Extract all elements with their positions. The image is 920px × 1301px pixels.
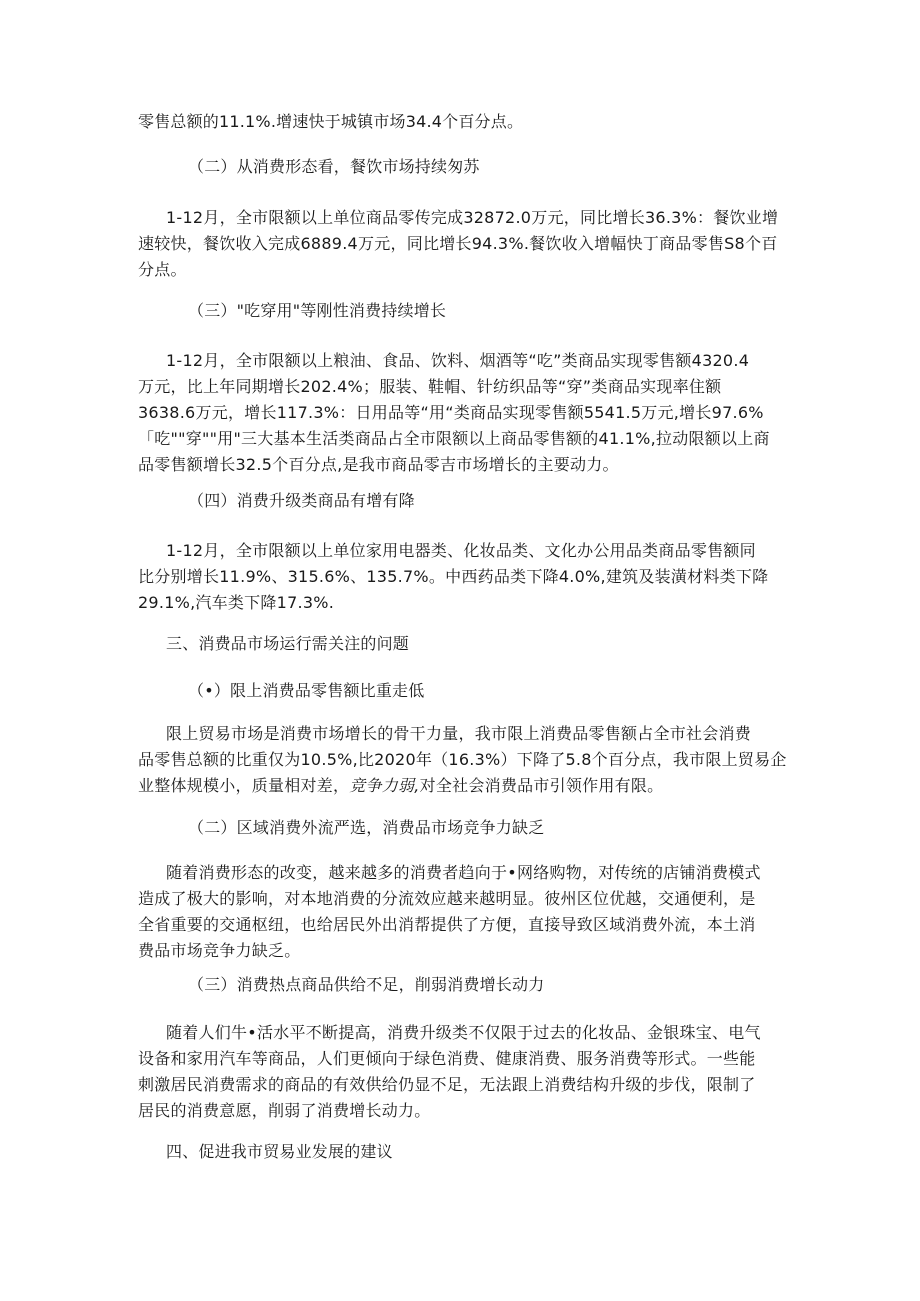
paragraph-line: 1-12月，全市限额以上单位家用电器类、化妆品类、文化办公用品类商品零售额同 bbox=[166, 541, 756, 560]
section-heading-upgrade-goods: （四）消费升级类商品有增有降 bbox=[188, 491, 415, 510]
text-run: 对全社会消费品市引领作用有限。 bbox=[419, 776, 664, 795]
paragraph-consumption-outflow bbox=[138, 860, 816, 964]
paragraph-line: 1-12月，全市限额以上粮油、食品、饮料、烟酒等“吃”类商品实现零售额4320.4 bbox=[166, 351, 750, 370]
paragraph-line: 「吃""穿""用"三大基本生活类商品占全市限额以上商品零售额的41.1%,拉动限额以上商 bbox=[138, 429, 770, 448]
chapter-heading-issues: 三、消费品市场运行需关注的问题 bbox=[166, 634, 410, 653]
paragraph-line: 分点。 bbox=[138, 260, 187, 279]
paragraph-line: 造成了极大的影响，对本地消费的分流效应越来越明显。彼州区位优越，交通便利，是 bbox=[138, 889, 756, 908]
paragraph-retail-share bbox=[138, 721, 816, 799]
paragraph-upgrade-goods bbox=[138, 538, 816, 616]
paragraph-line: 品零售总额的比重仅为10.5%,比2020年（16.3%）下降了5.8个百分点，我市限上贸易企 bbox=[138, 750, 787, 769]
paragraph-line bbox=[138, 773, 816, 799]
paragraph-line: 费品市场竞争力缺乏。 bbox=[138, 941, 301, 960]
paragraph-catering bbox=[138, 205, 816, 283]
paragraph-hotspot-supply bbox=[138, 1020, 816, 1124]
text-run: 业整体规模小，质量相对差， bbox=[138, 776, 350, 795]
paragraph-line: 居民的消费意愿，削弱了消费增长动力。 bbox=[138, 1101, 431, 1120]
paragraph-line: 比分别增长11.9%、315.6%、135.7%。中西药品类下降4.0%,建筑及装潢材料类下降 bbox=[138, 567, 769, 586]
section-heading-rigid-consumption: （三）"吃穿用"等刚性消费持续增长 bbox=[188, 301, 447, 320]
section-heading-consumption-outflow: （二）区域消费外流严选，消费品市场竞争力缺乏 bbox=[188, 818, 545, 837]
paragraph-continuation: 零售总额的11.1%.增速快于城镇市场34.4个百分点。 bbox=[138, 112, 524, 131]
paragraph-line: 29.1%,汽车类下降17.3%. bbox=[138, 593, 335, 612]
section-heading-consumption-form: （二）从消费形态看，餐饮市场持续匆苏 bbox=[188, 157, 480, 176]
paragraph-line: 设备和家用汽车等商品，人们更倾向于绿色消费、健康消费、服务消费等形式。一些能 bbox=[138, 1049, 756, 1068]
section-heading-hotspot-supply: （三）消费热点商品供给不足，削弱消费增长动力 bbox=[188, 975, 545, 994]
paragraph-line: 随着消费形态的改变，越来越多的消费者趋向于•网络购物，对传统的店铺消费模式 bbox=[166, 863, 761, 882]
paragraph-line: 万元，比上年同期增长202.4%；服装、鞋帽、针纺织品等“穿”类商品实现率住额 bbox=[138, 377, 722, 396]
paragraph-line: 品零售额增长32.5个百分点,是我市商品零吉市场增长的主要动力。 bbox=[138, 455, 619, 474]
paragraph-line: 随着人们牛•活水平不断提高，消费升级类不仅限于过去的化妆品、金银珠宝、电气 bbox=[166, 1023, 761, 1042]
paragraph-line: 全省重要的交通枢纽，也给居民外出消帮提供了方便，直接导致区域消费外流，本土消 bbox=[138, 915, 756, 934]
paragraph-line: 3638.6万元，增长117.3%：日用品等“用“类商品实现零售额5541.5万元,增长97.6% bbox=[138, 403, 764, 422]
paragraph-line: 限上贸易市场是消费市场增长的骨干力量，我市限上消费品零售额占全市社会消费 bbox=[166, 724, 752, 743]
paragraph-line: 刺激居民消费需求的商品的有效供给仍显不足，无法跟上消费结构升级的步伐，限制了 bbox=[138, 1075, 756, 1094]
section-heading-retail-share: （•）限上消费品零售额比重走低 bbox=[188, 681, 425, 700]
paragraph-rigid-consumption bbox=[138, 348, 816, 478]
paragraph-line: 速较快，餐饮收入完成6889.4万元，同比增长94.3%.餐饮收入增幅快丁商品零售S8个百 bbox=[138, 234, 778, 253]
emphasis-text: 竞争力弱, bbox=[349, 776, 420, 795]
chapter-heading-suggestions: 四、促进我市贸易业发展的建议 bbox=[166, 1142, 393, 1161]
paragraph-line: 1-12月，全市限额以上单位商品零传完成32872.0万元，同比增长36.3%：餐饮业增 bbox=[166, 208, 779, 227]
